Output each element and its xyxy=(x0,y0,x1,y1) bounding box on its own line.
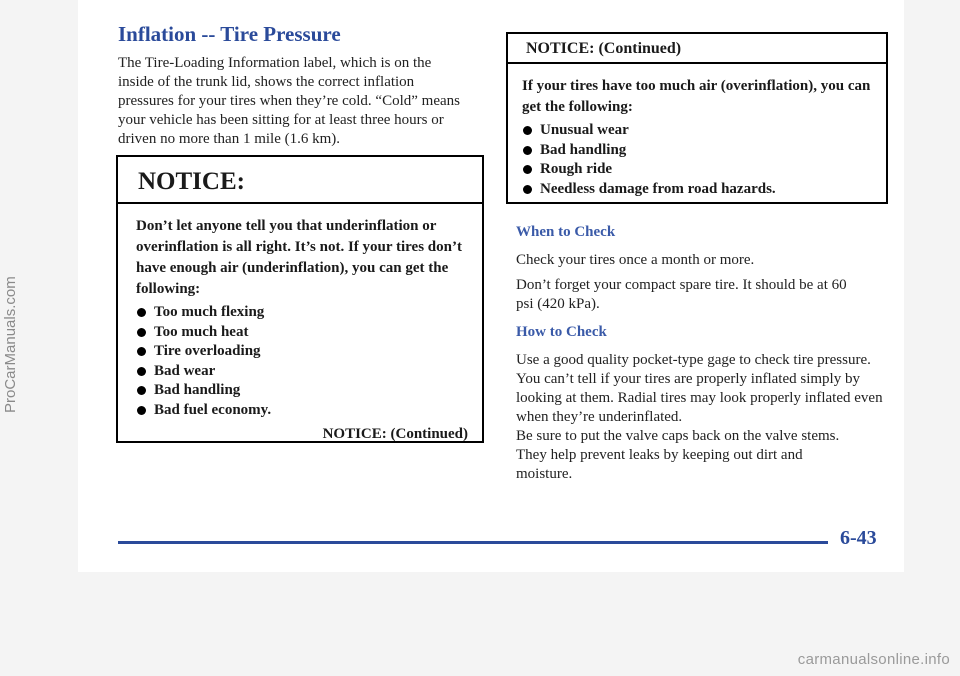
notice-body xyxy=(508,64,886,199)
bullet-icon xyxy=(137,406,146,415)
page-number: 6-43 xyxy=(840,527,877,549)
notice-text: Don’t let anyone tell you that underinflation or overinflation is all right. It’s not. If your tires don’t have enough air (underinflation), you can get the following: xyxy=(136,218,462,297)
bullet-icon xyxy=(137,386,146,395)
how-to-check-heading: How to Check xyxy=(516,324,607,340)
bullet-icon xyxy=(523,185,532,194)
list-item: Rough ride xyxy=(522,160,872,180)
notice-body xyxy=(118,204,482,445)
notice-bullet-list xyxy=(136,303,468,420)
list-item: Bad fuel economy. xyxy=(136,401,468,421)
when-paragraph-2: Don’t forget your compact spare tire. It should be at 60 psi (420 kPa). xyxy=(516,277,847,312)
list-item: Too much heat xyxy=(136,323,468,343)
when-to-check-heading: When to Check xyxy=(516,224,616,240)
list-item: Too much flexing xyxy=(136,303,468,323)
bullet-icon xyxy=(137,328,146,337)
bottom-watermark: carmanualsonline.info xyxy=(797,651,950,668)
side-watermark: ProCarManuals.com xyxy=(2,276,19,414)
notice-continued-label: NOTICE: (Continued) xyxy=(322,426,468,442)
notice-heading: NOTICE: xyxy=(118,157,482,204)
bullet-icon xyxy=(137,308,146,317)
list-item: Bad wear xyxy=(136,362,468,382)
list-item: Tire overloading xyxy=(136,342,468,362)
bullet-icon xyxy=(523,126,532,135)
section-title: Inflation -- Tire Pressure xyxy=(118,22,341,46)
intro-paragraph: The Tire-Loading Information label, which is on the inside of the trunk lid, shows the correct inflation pressures for your tires when they’re cold. “Cold” means your vehicle has been sitting for at least three hours or driven no more than 1 mile (1.6 km). xyxy=(118,55,460,147)
list-item: Needless damage from road hazards. xyxy=(522,180,872,200)
list-item: Bad handling xyxy=(522,141,872,161)
bullet-icon xyxy=(523,146,532,155)
bullet-icon xyxy=(137,367,146,376)
how-paragraph-1: Use a good quality pocket-type gage to check tire pressure. You can’t tell if your tires are properly inflated simply by looking at them. Radial tires may look properly inflated even when they’re underinflated. xyxy=(516,352,883,425)
bullet-icon xyxy=(137,347,146,356)
notice-continued-heading: NOTICE: (Continued) xyxy=(508,34,886,64)
list-item: Unusual wear xyxy=(522,121,872,141)
when-paragraph-1: Check your tires once a month or more. xyxy=(516,252,755,268)
bullet-icon xyxy=(523,165,532,174)
how-paragraph-2: Be sure to put the valve caps back on the valve stems. They help prevent leaks by keeping out dirt and moisture. xyxy=(516,428,840,482)
list-item: Bad handling xyxy=(136,381,468,401)
notice-text: If your tires have too much air (overinflation), you can get the following: xyxy=(522,78,871,115)
footer-rule xyxy=(118,541,828,544)
notice-box-left xyxy=(116,155,484,443)
notice-box-right xyxy=(506,32,888,204)
notice-bullet-list xyxy=(522,121,872,199)
